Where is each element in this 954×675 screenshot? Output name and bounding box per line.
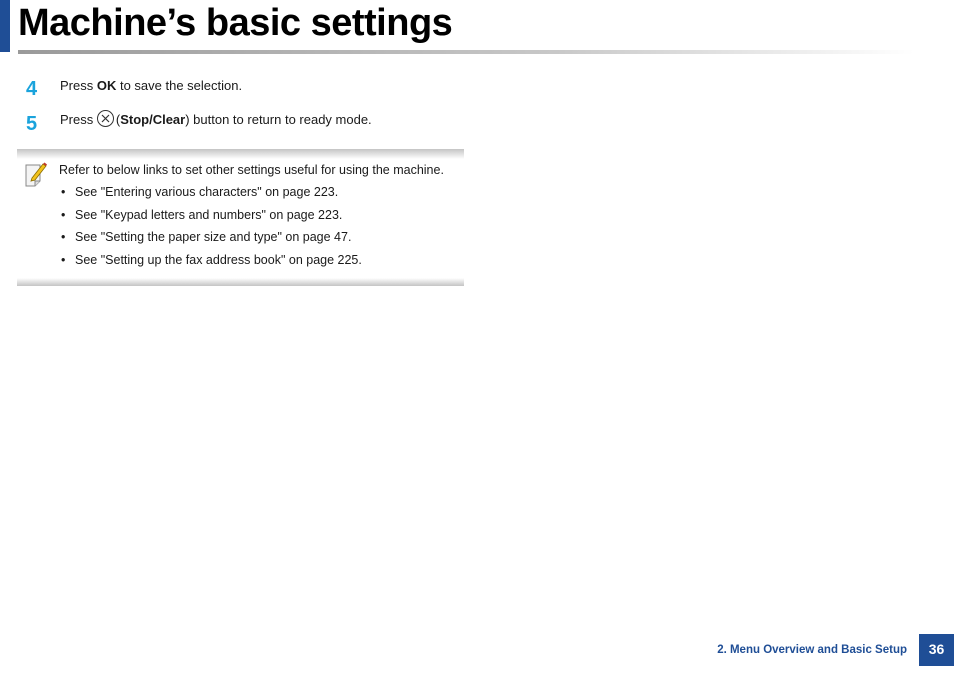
cross-reference-link[interactable]: See "Setting the paper size and type" on page 47. [75,230,352,244]
stop-clear-icon [97,110,114,127]
note-intro: Refer to below links to set other settings useful for using the machine. [59,163,444,177]
list-item[interactable]: • See "Entering various characters" on page 223. [61,185,339,199]
step-number: 5 [26,113,38,135]
title-divider [18,50,914,54]
cross-reference-link[interactable]: See "Keypad letters and numbers" on page 223. [75,207,343,222]
step-text: Press (Stop/Clear) button to return to ready mode. [60,112,372,127]
page-number: 36 [919,634,954,666]
list-item[interactable]: • See "Setting the paper size and type" on page 47. [61,230,352,244]
ok-key-label: OK [96,78,117,93]
cross-reference-link[interactable]: See "Entering various characters" on page 223. [75,185,339,199]
clear-key-label: Clear [152,112,186,127]
step-number: 4 [26,78,38,100]
cross-reference-link[interactable]: See "Setting up the fax address book" on page 225. [75,252,362,267]
list-item[interactable]: • See "Keypad letters and numbers" on page 223. [61,207,343,222]
note-pencil-icon [24,161,48,192]
title-accent-bar [0,0,10,52]
list-item[interactable]: • See "Setting up the fax address book" on page 225. [61,252,362,267]
note-bottom-border [17,278,464,286]
note-top-border [17,149,464,159]
step-text: Press OK to save the selection. [60,78,243,93]
note-box [17,149,464,286]
stop-key-label: Stop [120,112,150,127]
note-link-list [59,185,362,275]
footer-section-title: 2. Menu Overview and Basic Setup [717,644,907,656]
page-title: Machine’s basic settings [18,2,453,44]
